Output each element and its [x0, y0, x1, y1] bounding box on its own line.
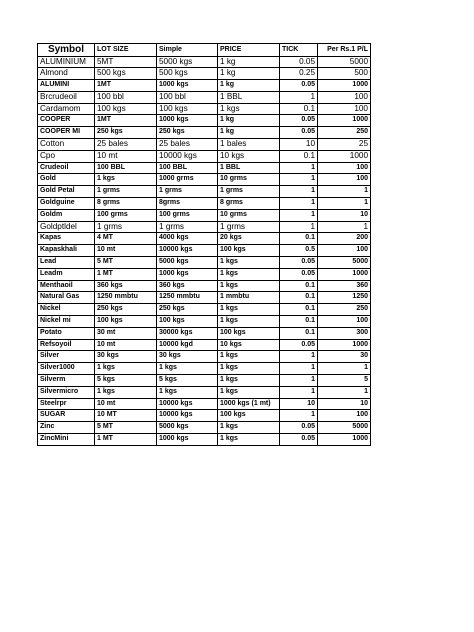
- cell-pl: 1000: [318, 150, 371, 162]
- cell-pl: 10: [318, 398, 371, 410]
- cell-lot-size: 1 MT: [95, 268, 157, 280]
- cell-price: 1 kg: [218, 115, 280, 127]
- table-row: [38, 103, 371, 115]
- cell-simple: 5 kgs: [157, 375, 218, 387]
- table-row: [38, 162, 371, 174]
- cell-simple: 1 grms: [157, 221, 218, 233]
- table-row: [38, 209, 371, 221]
- cell-price: 10 grms: [218, 174, 280, 186]
- cell-lot-size: 1 kgs: [95, 174, 157, 186]
- cell-pl: 1: [318, 386, 371, 398]
- cell-price: 10 kgs: [218, 339, 280, 351]
- table-row: [38, 351, 371, 363]
- cell-symbol: Menthaoil: [38, 280, 95, 292]
- table-row: [38, 233, 371, 245]
- cell-pl: 1000: [318, 115, 371, 127]
- cell-simple: 1250 mmbtu: [157, 292, 218, 304]
- cell-tick: 1: [280, 386, 318, 398]
- cell-price: 1 kg: [218, 68, 280, 80]
- cell-symbol: COOPER: [38, 115, 95, 127]
- table-row: [38, 339, 371, 351]
- cell-lot-size: 500 kgs: [95, 68, 157, 80]
- cell-symbol: Steelrpr: [38, 398, 95, 410]
- cell-pl: 100: [318, 162, 371, 174]
- cell-price: 1 kgs: [218, 257, 280, 269]
- cell-simple: 10000 kgs: [157, 150, 218, 162]
- cell-lot-size: 5 MT: [95, 257, 157, 269]
- cell-simple: 360 kgs: [157, 280, 218, 292]
- cell-lot-size: 100 kgs: [95, 103, 157, 115]
- cell-symbol: Silvermicro: [38, 386, 95, 398]
- table-row: [38, 304, 371, 316]
- cell-tick: 1: [280, 91, 318, 103]
- cell-lot-size: 10 mt: [95, 398, 157, 410]
- header-symbol: Symbol: [38, 44, 95, 57]
- cell-pl: 100: [318, 91, 371, 103]
- table-row: [38, 198, 371, 210]
- cell-simple: 25 bales: [157, 139, 218, 151]
- cell-lot-size: 10 mt: [95, 339, 157, 351]
- cell-tick: 0.1: [280, 150, 318, 162]
- cell-lot-size: 4 MT: [95, 233, 157, 245]
- cell-price: 1 grms: [218, 221, 280, 233]
- cell-lot-size: 1MT: [95, 80, 157, 92]
- table-row: [38, 410, 371, 422]
- cell-symbol: Cpo: [38, 150, 95, 162]
- cell-lot-size: 1MT: [95, 115, 157, 127]
- table-row: [38, 245, 371, 257]
- cell-simple: 10000 kgs: [157, 398, 218, 410]
- table-row: [38, 422, 371, 434]
- cell-lot-size: 5 kgs: [95, 375, 157, 387]
- table-body: [38, 56, 371, 445]
- cell-simple: 5000 kgs: [157, 422, 218, 434]
- cell-pl: 1: [318, 221, 371, 233]
- cell-tick: 0.1: [280, 292, 318, 304]
- table-row: [38, 150, 371, 162]
- cell-tick: 0.05: [280, 257, 318, 269]
- cell-tick: 0.1: [280, 316, 318, 328]
- cell-simple: 250 kgs: [157, 304, 218, 316]
- cell-simple: 1000 kgs: [157, 434, 218, 446]
- cell-price: 1 BBL: [218, 162, 280, 174]
- cell-tick: 0.1: [280, 233, 318, 245]
- cell-simple: 10000 kgs: [157, 410, 218, 422]
- cell-lot-size: 10 mt: [95, 245, 157, 257]
- cell-symbol: Silver1000: [38, 363, 95, 375]
- cell-price: 8 grms: [218, 198, 280, 210]
- cell-lot-size: 5MT: [95, 56, 157, 68]
- cell-symbol: Refsoyoil: [38, 339, 95, 351]
- cell-price: 1 kgs: [218, 316, 280, 328]
- cell-simple: 100 bbl: [157, 91, 218, 103]
- cell-lot-size: 250 kgs: [95, 127, 157, 139]
- cell-price: 1 mmbtu: [218, 292, 280, 304]
- cell-symbol: Potato: [38, 327, 95, 339]
- cell-lot-size: 100 kgs: [95, 316, 157, 328]
- cell-tick: 0.05: [280, 127, 318, 139]
- cell-price: 1 kg: [218, 56, 280, 68]
- cell-pl: 1: [318, 186, 371, 198]
- header-simple: Simple: [157, 44, 218, 57]
- cell-price: 1 kg: [218, 80, 280, 92]
- table-row: [38, 174, 371, 186]
- cell-symbol: Zinc: [38, 422, 95, 434]
- cell-simple: 30 kgs: [157, 351, 218, 363]
- cell-tick: 1: [280, 410, 318, 422]
- cell-simple: 250 kgs: [157, 127, 218, 139]
- table-row: [38, 292, 371, 304]
- cell-simple: 10000 kgd: [157, 339, 218, 351]
- cell-simple: 100 kgs: [157, 316, 218, 328]
- cell-price: 1 kgs: [218, 363, 280, 375]
- cell-simple: 8grms: [157, 198, 218, 210]
- cell-simple: 10000 kgs: [157, 245, 218, 257]
- cell-tick: 0.05: [280, 115, 318, 127]
- header-row: [38, 44, 371, 57]
- cell-lot-size: 10 mt: [95, 150, 157, 162]
- cell-lot-size: 1 grms: [95, 221, 157, 233]
- cell-pl: 5000: [318, 257, 371, 269]
- table-row: [38, 398, 371, 410]
- table-row: [38, 375, 371, 387]
- cell-pl: 100: [318, 103, 371, 115]
- cell-lot-size: 1 kgs: [95, 363, 157, 375]
- cell-tick: 1: [280, 162, 318, 174]
- cell-pl: 5000: [318, 56, 371, 68]
- cell-symbol: Goldptldel: [38, 221, 95, 233]
- cell-symbol: Leadm: [38, 268, 95, 280]
- cell-symbol: COOPER MI: [38, 127, 95, 139]
- cell-pl: 300: [318, 327, 371, 339]
- cell-lot-size: 250 kgs: [95, 304, 157, 316]
- table-row: [38, 56, 371, 68]
- cell-symbol: ALUMINI: [38, 80, 95, 92]
- cell-simple: 1000 kgs: [157, 115, 218, 127]
- cell-simple: 5000 kgs: [157, 56, 218, 68]
- cell-symbol: Cotton: [38, 139, 95, 151]
- cell-tick: 0.05: [280, 422, 318, 434]
- cell-tick: 1: [280, 375, 318, 387]
- header-lot-size: LOT SIZE: [95, 44, 157, 57]
- cell-price: 1 kgs: [218, 268, 280, 280]
- cell-lot-size: 5 MT: [95, 422, 157, 434]
- table-row: [38, 257, 371, 269]
- cell-lot-size: 1 grms: [95, 186, 157, 198]
- cell-tick: 0.1: [280, 280, 318, 292]
- cell-price: 100 kgs: [218, 245, 280, 257]
- cell-tick: 0.05: [280, 339, 318, 351]
- table-row: [38, 127, 371, 139]
- cell-symbol: Lead: [38, 257, 95, 269]
- cell-simple: 5000 kgs: [157, 257, 218, 269]
- cell-symbol: Natural Gas: [38, 292, 95, 304]
- cell-simple: 4000 kgs: [157, 233, 218, 245]
- cell-tick: 0.05: [280, 80, 318, 92]
- cell-tick: 1: [280, 174, 318, 186]
- commodity-table: [37, 43, 371, 446]
- cell-symbol: ZincMini: [38, 434, 95, 446]
- cell-simple: 1000 kgs: [157, 80, 218, 92]
- cell-pl: 1250: [318, 292, 371, 304]
- cell-symbol: Silverm: [38, 375, 95, 387]
- cell-lot-size: 100 bbl: [95, 91, 157, 103]
- cell-pl: 100: [318, 316, 371, 328]
- cell-lot-size: 25 bales: [95, 139, 157, 151]
- cell-simple: 1 grms: [157, 186, 218, 198]
- table-row: [38, 186, 371, 198]
- cell-pl: 100: [318, 174, 371, 186]
- cell-symbol: Cardamom: [38, 103, 95, 115]
- cell-symbol: Gold: [38, 174, 95, 186]
- cell-pl: 1: [318, 198, 371, 210]
- cell-symbol: Silver: [38, 351, 95, 363]
- table-row: [38, 68, 371, 80]
- cell-tick: 0.05: [280, 56, 318, 68]
- cell-pl: 250: [318, 304, 371, 316]
- cell-lot-size: 360 kgs: [95, 280, 157, 292]
- cell-symbol: Crudeoil: [38, 162, 95, 174]
- cell-price: 10 kgs: [218, 150, 280, 162]
- cell-tick: 0.05: [280, 434, 318, 446]
- cell-pl: 1000: [318, 268, 371, 280]
- table-row: [38, 327, 371, 339]
- cell-price: 1 kgs: [218, 386, 280, 398]
- cell-tick: 0.25: [280, 68, 318, 80]
- cell-tick: 0.05: [280, 268, 318, 280]
- cell-tick: 0.1: [280, 304, 318, 316]
- cell-lot-size: 30 kgs: [95, 351, 157, 363]
- cell-tick: 1: [280, 209, 318, 221]
- cell-tick: 0.1: [280, 327, 318, 339]
- cell-price: 1 grms: [218, 186, 280, 198]
- cell-lot-size: 1 MT: [95, 434, 157, 446]
- cell-pl: 500: [318, 68, 371, 80]
- cell-symbol: Gold Petal: [38, 186, 95, 198]
- cell-simple: 100 kgs: [157, 103, 218, 115]
- cell-symbol: ALUMINIUM: [38, 56, 95, 68]
- cell-pl: 360: [318, 280, 371, 292]
- cell-tick: 0.1: [280, 103, 318, 115]
- table-row: [38, 316, 371, 328]
- cell-pl: 10: [318, 209, 371, 221]
- cell-simple: 100 grms: [157, 209, 218, 221]
- cell-lot-size: 1 kgs: [95, 386, 157, 398]
- cell-symbol: Goldguine: [38, 198, 95, 210]
- cell-simple: 1000 kgs: [157, 268, 218, 280]
- cell-price: 1000 kgs (1 mt): [218, 398, 280, 410]
- header-price: PRICE: [218, 44, 280, 57]
- cell-tick: 1: [280, 351, 318, 363]
- cell-pl: 100: [318, 245, 371, 257]
- cell-pl: 5000: [318, 422, 371, 434]
- cell-tick: 0.5: [280, 245, 318, 257]
- table-row: [38, 221, 371, 233]
- cell-price: 1 bales: [218, 139, 280, 151]
- cell-simple: 100 BBL: [157, 162, 218, 174]
- table-row: [38, 80, 371, 92]
- cell-simple: 1000 grms: [157, 174, 218, 186]
- cell-tick: 1: [280, 198, 318, 210]
- cell-symbol: Kapaskhali: [38, 245, 95, 257]
- cell-symbol: Goldm: [38, 209, 95, 221]
- cell-lot-size: 100 BBL: [95, 162, 157, 174]
- cell-simple: 1 kgs: [157, 363, 218, 375]
- cell-price: 1 kgs: [218, 351, 280, 363]
- cell-lot-size: 8 grms: [95, 198, 157, 210]
- table-row: [38, 280, 371, 292]
- cell-pl: 5: [318, 375, 371, 387]
- cell-price: 1 kgs: [218, 375, 280, 387]
- table-row: [38, 268, 371, 280]
- cell-pl: 1: [318, 363, 371, 375]
- cell-price: 20 kgs: [218, 233, 280, 245]
- header-pl: Per Rs.1 P/L: [318, 44, 371, 57]
- cell-simple: 30000 kgs: [157, 327, 218, 339]
- commodity-sheet: [37, 43, 370, 446]
- cell-symbol: Almond: [38, 68, 95, 80]
- cell-pl: 30: [318, 351, 371, 363]
- cell-lot-size: 100 grms: [95, 209, 157, 221]
- cell-price: 1 kgs: [218, 280, 280, 292]
- table-row: [38, 434, 371, 446]
- table-row: [38, 115, 371, 127]
- cell-pl: 1000: [318, 339, 371, 351]
- cell-tick: 1: [280, 186, 318, 198]
- cell-pl: 1000: [318, 434, 371, 446]
- cell-price: 1 kgs: [218, 304, 280, 316]
- cell-pl: 100: [318, 410, 371, 422]
- cell-price: 10 grms: [218, 209, 280, 221]
- table-row: [38, 363, 371, 375]
- cell-symbol: Brcrudeoil: [38, 91, 95, 103]
- cell-tick: 1: [280, 363, 318, 375]
- cell-price: 100 kgs: [218, 327, 280, 339]
- cell-price: 100 kgs: [218, 410, 280, 422]
- cell-lot-size: 30 mt: [95, 327, 157, 339]
- cell-tick: 10: [280, 398, 318, 410]
- cell-simple: 1 kgs: [157, 386, 218, 398]
- cell-lot-size: 10 MT: [95, 410, 157, 422]
- cell-symbol: Nickel: [38, 304, 95, 316]
- cell-symbol: SUGAR: [38, 410, 95, 422]
- table-row: [38, 386, 371, 398]
- cell-lot-size: 1250 mmbtu: [95, 292, 157, 304]
- cell-tick: 1: [280, 221, 318, 233]
- cell-pl: 200: [318, 233, 371, 245]
- cell-simple: 500 kgs: [157, 68, 218, 80]
- table-row: [38, 139, 371, 151]
- header-tick: TICK: [280, 44, 318, 57]
- cell-pl: 25: [318, 139, 371, 151]
- cell-price: 1 BBL: [218, 91, 280, 103]
- cell-price: 1 kgs: [218, 103, 280, 115]
- cell-pl: 1000: [318, 80, 371, 92]
- cell-symbol: Kapas: [38, 233, 95, 245]
- cell-symbol: Nickel mi: [38, 316, 95, 328]
- table-row: [38, 91, 371, 103]
- cell-pl: 250: [318, 127, 371, 139]
- cell-price: 1 kgs: [218, 434, 280, 446]
- cell-tick: 10: [280, 139, 318, 151]
- cell-price: 1 kg: [218, 127, 280, 139]
- cell-price: 1 kgs: [218, 422, 280, 434]
